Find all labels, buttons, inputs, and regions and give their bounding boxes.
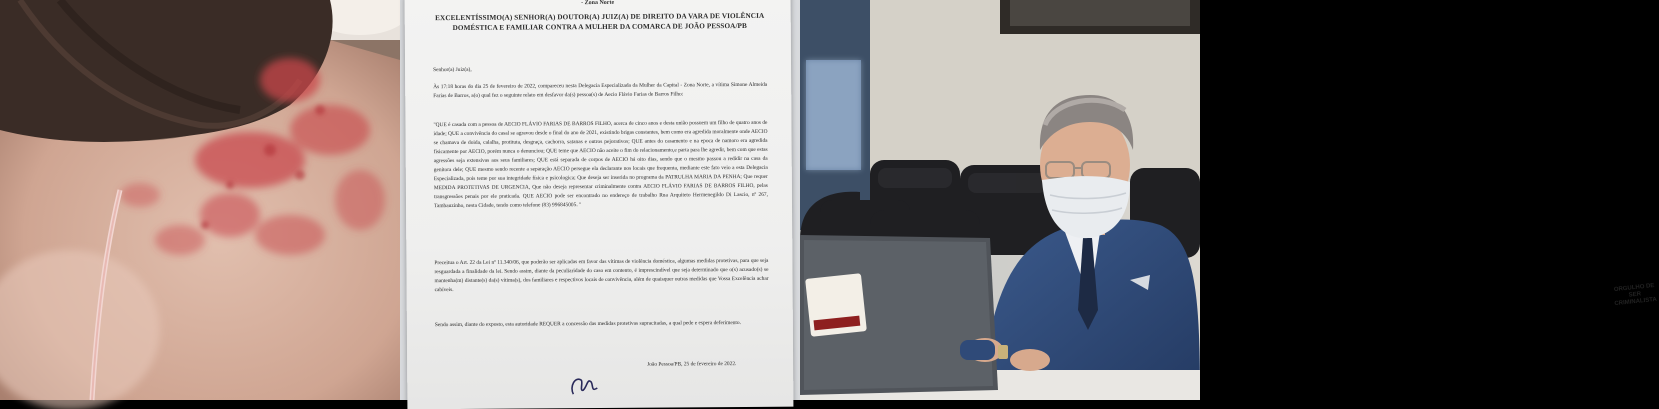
document-closing-paragraph: Sendo assim, diante do exposto, esta autoridade REQUER a concessão das medidas protetivas supracitadas, a qual pede e espera deferimento. xyxy=(434,320,741,329)
office-scene-illustration xyxy=(800,0,1200,400)
document-page xyxy=(405,0,794,409)
neck-injury-illustration xyxy=(0,0,400,400)
document-salutation: Senhor(a) Juiz(a), xyxy=(433,66,472,74)
handwritten-signature-icon xyxy=(567,368,607,398)
sticker-line-1: ORGULHO DE SER xyxy=(1613,282,1655,299)
document-date: João Pessoa/PB, 25 de fevereiro de 2022. xyxy=(647,361,737,368)
document-intro-paragraph: Às 17:18 horas do dia 25 de fevereiro de 2022, compareceu nesta Delegacia Especializada da Mulher da Capital - Zona Norte, a vítima Simone Almeida Farias de Barros, a(o) qual fez o seguinte relato em desfavor da(s) pessoa(s) de Aecio Flávio Farias de Barros Filho: xyxy=(433,81,768,100)
laptop-sticker xyxy=(1611,283,1659,309)
police-report-document-photo xyxy=(400,0,800,400)
office-lawyer-photo xyxy=(800,0,1658,400)
document-title: EXCELENTÍSSIMO(A) SENHOR(A) DOUTOR(A) JUIZ(A) DE DIREITO DA VARA DE VIOLÊNCIA DOMÉSTICA E FAMILIAR CONTRA A MULHER DA COMARCA DE JOÃO PESSOA/PB xyxy=(435,11,765,33)
sticker-line-2: CRIMINALISTA xyxy=(1614,296,1658,308)
document-legal-paragraph: Preceitua o Art. 22 da Lei nº 11.340/06, que poderão ser aplicadas em favor das vítimas de violência doméstica, algumas medidas protetivas, para que seja resguardada a finalidade da lei. Sendo assim, diante da peculiaridade do caso em contento, é imprescindível que seja determinado que o(s) acusado(s) se mantenha(m) distante(s) da(s) vítima(s), dos familiares e respectivos locais de convivência, além de quaisquer outras medidas que Vossa Excelência achar cabíveis. xyxy=(434,257,769,294)
document-testimony-paragraph: "QUE é casada com a pessoa de AECIO FLÁVIO FARIAS DE BARROS FILHO, acerca de cinco anos e desta união possuem um filho de quatro anos de idade; QUE a convivência do casal se agravou desde o final do ano de 2021, existindo brigas constantes, bem como era agredida moralmente onde AECIO se chamava de doida, calalha, protituta, desgraça, cachorra, satanas e outros pejorativos; QUE antes do casamento e na epoca de namoro era agredida fisicamente por AECIO, porém nunca o denunciou; QUE teme que AECIO não aceite o fim do relacionamento,e parta para lhe agredir, bem com que estas agressões seja extensivas aos seus familiares; QUE está separada de corpos de AECIO há oito dias, sendo que o mesmo passou a redidir na casa da genitora dele; QUE mesmo sendo recente a separação AECIO persegue ela declarante nos locais que frequenta, mediante este fato veio a esta Delegacia Especializada, pois teme por sua integridade física e psicologica; Que deseja ser inserida no programa da PATRULHA MARIA DA PENHA; Que requer MEDIDA PROTETIVAS DE URGENCIA, Que não deseja representar criminalmente contra AECIO FLÁVIO FARIAS DE BARROS FILHO, pelas transgressões penais por ele praticada. QUE AECIO pode ser encontrado no endereço de trabalho Rua Arquiteto Hermenegildo Di Lascio, nº 267, Tambauzinho, nesta Cidade, tendo como telefone (83) 996845005. " xyxy=(433,119,768,210)
neck-injury-photo xyxy=(0,0,400,400)
document-header: - Zona Norte xyxy=(581,0,615,7)
